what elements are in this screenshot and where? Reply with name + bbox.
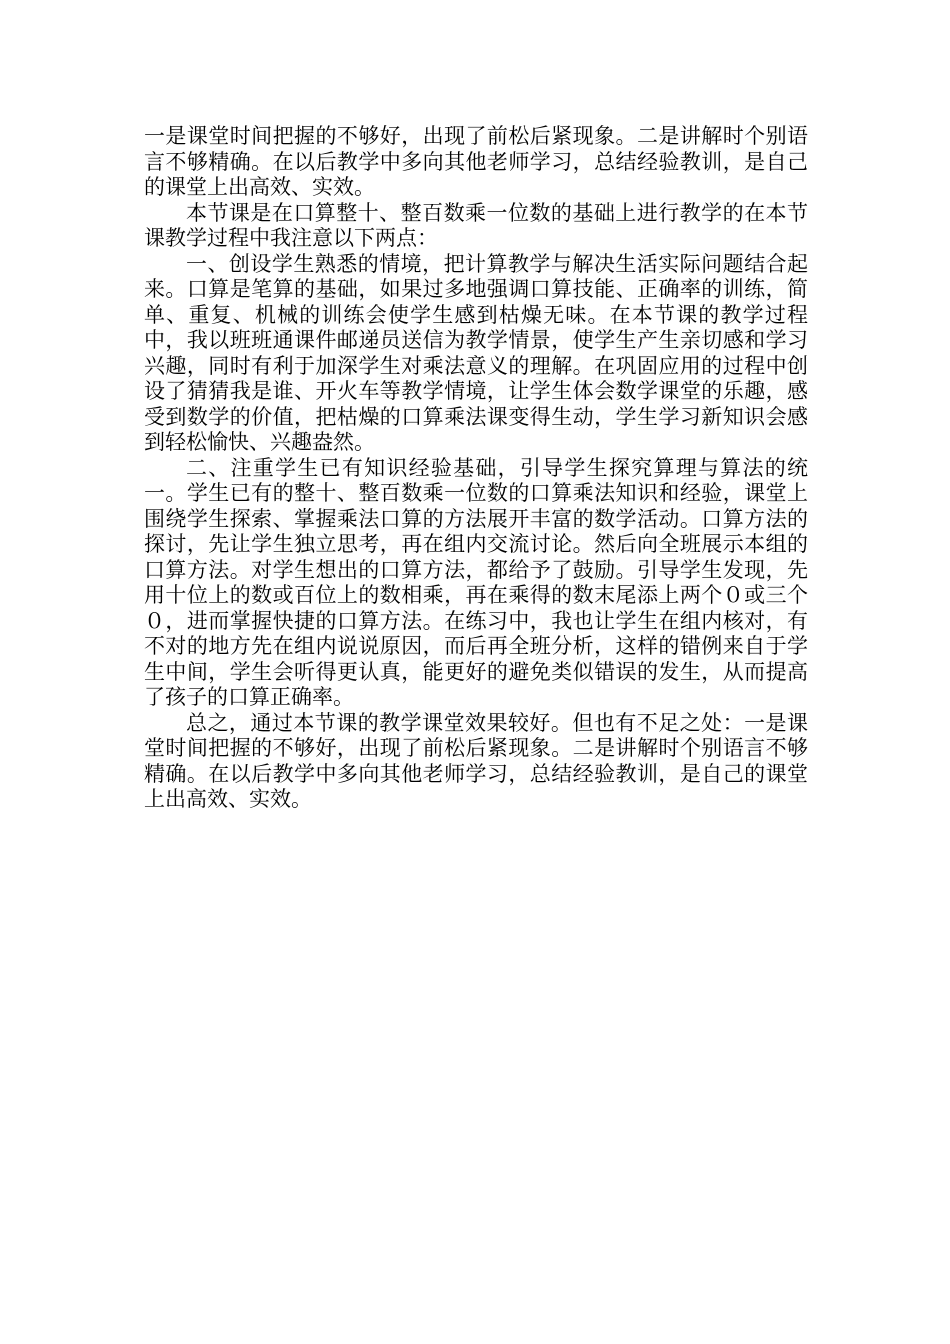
paragraph-3: 一、创设学生熟悉的情境，把计算教学与解决生活实际问题结合起来。口算是笔算的基础，如果过多地强调口算技能、正确率的训练，简单、重复、机械的训练会使学生感到枯燥无味。在本节课的教学过程中，我以班班通课件邮递员送信为教学情景，使学生产生亲切感和学习兴趣，同时有利于加深学生对乘法意义的理解。在巩固应用的过程中创设了猜猜我是谁、开火车等教学情境，让学生体会数学课堂的乐趣，感受到数学的价值，把枯燥的口算乘法课变得生动，学生学习新知识会感到轻松愉快、兴趣盎然。: [144, 251, 808, 454]
paragraph-5: 总之，通过本节课的教学课堂效果较好。但也有不足之处：一是课堂时间把握的不够好，出现了前松后紧现象。二是讲解时个别语言不够精确。在以后教学中多向其他老师学习，总结经验教训，是自己的课堂上出高效、实效。: [144, 710, 808, 811]
paragraph-2: 本节课是在口算整十、整百数乘一位数的基础上进行教学的在本节课教学过程中我注意以下两点：: [144, 200, 808, 250]
paragraph-4: 二、注重学生已有知识经验基础，引导学生探究算理与算法的统一。学生已有的整十、整百数乘一位数的口算乘法知识和经验，课堂上围绕学生探索、掌握乘法口算的方法展开丰富的数学活动。口算方法的探讨，先让学生独立思考，再在组内交流讨论。然后向全班展示本组的口算方法。对学生想出的口算方法，都给予了鼓励。引导学生发现，先用十位上的数或百位上的数相乘，再在乘得的数末尾添上两个０或三个０，进而掌握快捷的口算方法。在练习中，我也让学生在组内核对，有不对的地方先在组内说说原因，而后再全班分析，这样的错例来自于学生中间，学生会听得更认真，能更好的避免类似错误的发生，从而提高了孩子的口算正确率。: [144, 455, 808, 709]
paragraph-1: 一是课堂时间把握的不够好，出现了前松后紧现象。二是讲解时个别语言不够精确。在以后教学中多向其他老师学习，总结经验教训，是自己的课堂上出高效、实效。: [144, 124, 808, 199]
document-body: [144, 124, 808, 813]
